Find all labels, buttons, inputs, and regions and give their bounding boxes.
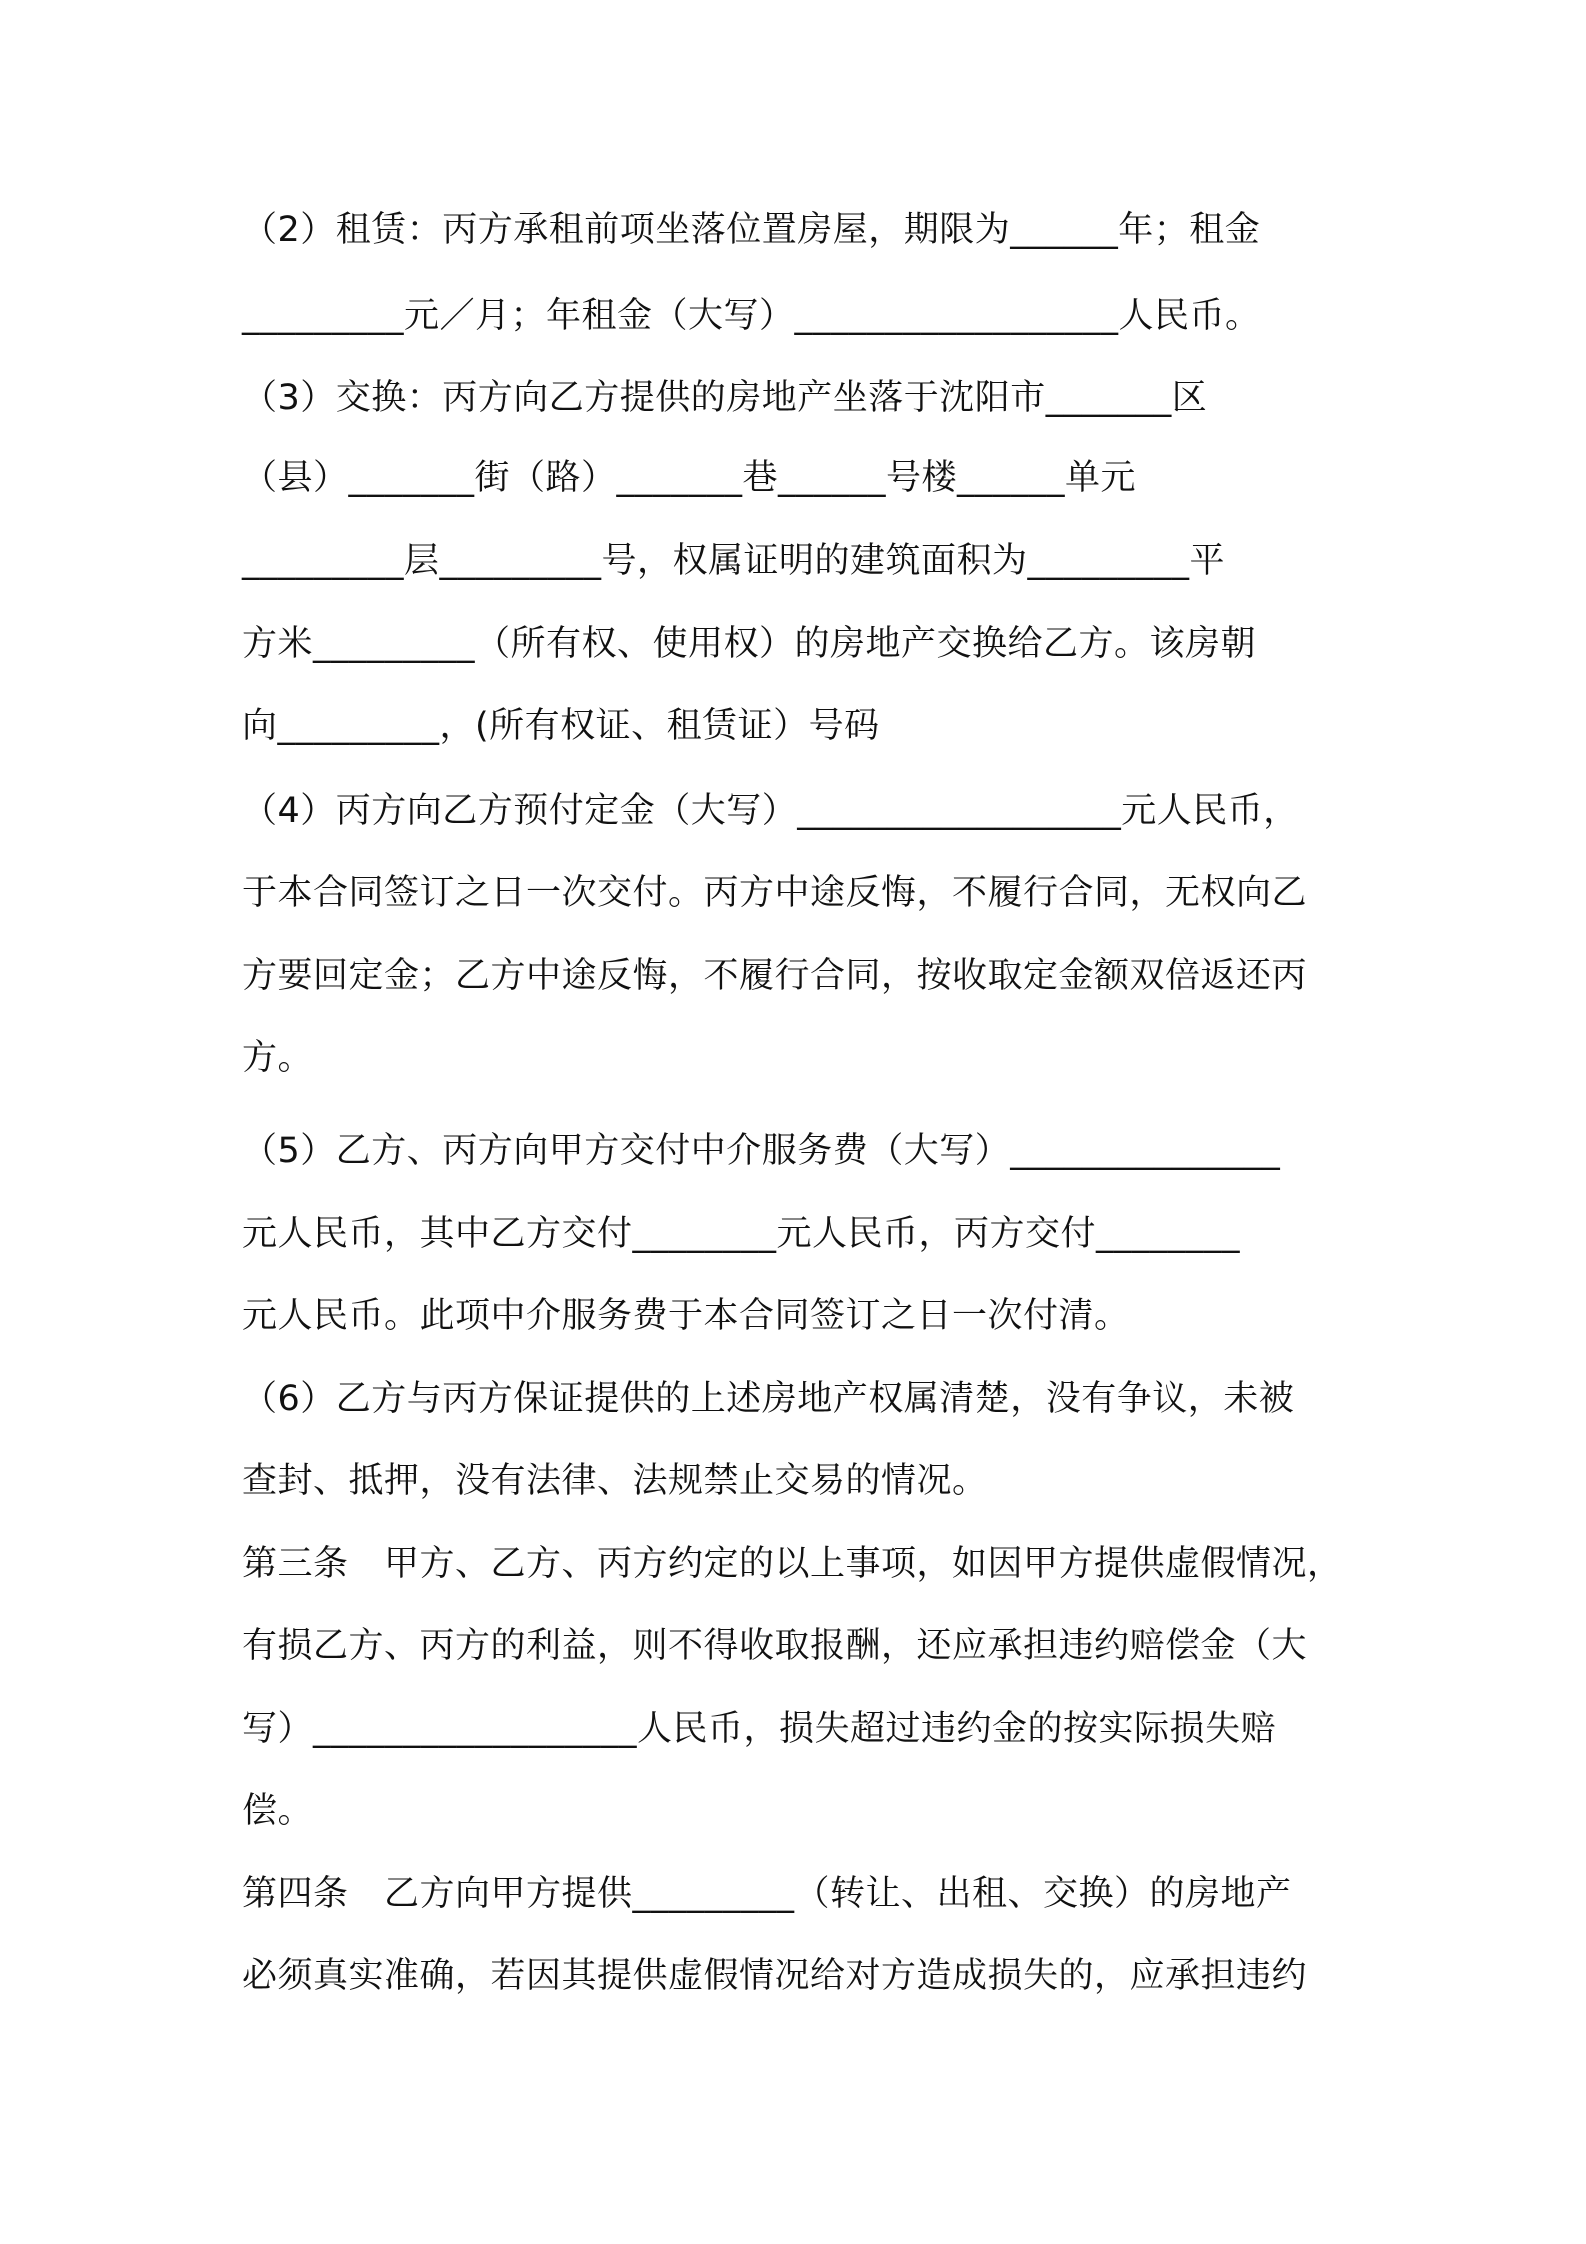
article-3-line-1: 第三条 甲方、乙方、丙方约定的以上事项，如因甲方提供虚假情况， (242, 1544, 1343, 1584)
clause-3-exchange-line-4: 方米_________（所有权、使用权）的房地产交换给乙方。该房朝 (242, 624, 1257, 664)
clause-2-lease-line-2: _________元／月；年租金（大写）__________________人民币。 (242, 296, 1261, 336)
clause-4-deposit-line-4: 方。 (242, 1038, 314, 1078)
clause-4-deposit-line-3: 方要回定金；乙方中途反悔，不履行合同，按收取定金额双倍返还丙 (242, 956, 1308, 996)
clause-3-exchange-line-1: （3）交换：丙方向乙方提供的房地产坐落于沈阳市_______区 (242, 378, 1208, 418)
clause-6-guarantee-line-2: 查封、抵押，没有法律、法规禁止交易的情况。 (242, 1461, 988, 1501)
article-3-line-3: 写）__________________人民币，损失超过违约金的按实际损失赔 (242, 1709, 1277, 1749)
clause-3-exchange-line-3: _________层_________号，权属证明的建筑面积为_________平 (242, 541, 1226, 581)
clause-5-fee-line-2: 元人民币，其中乙方交付________元人民币，丙方交付________ (242, 1214, 1241, 1254)
clause-3-exchange-line-5: 向_________，(所有权证、租赁证）号码 (242, 706, 880, 746)
clause-4-deposit-line-2: 于本合同签订之日一次交付。丙方中途反悔，不履行合同，无权向乙 (242, 873, 1308, 913)
article-4-line-1: 第四条 乙方向甲方提供_________（转让、出租、交换）的房地产 (242, 1874, 1292, 1914)
clause-3-exchange-line-2: （县）_______街（路）_______巷______号楼______单元 (242, 458, 1137, 498)
article-3-line-4: 偿。 (242, 1791, 314, 1831)
clause-5-fee-line-1: （5）乙方、丙方向甲方交付中介服务费（大写）_______________ (242, 1131, 1281, 1171)
clause-6-guarantee-line-1: （6）乙方与丙方保证提供的上述房地产权属清楚，没有争议，未被 (242, 1379, 1295, 1419)
article-3-line-2: 有损乙方、丙方的利益，则不得收取报酬，还应承担违约赔偿金（大 (242, 1626, 1308, 1666)
clause-2-lease-line-1: （2）租赁：丙方承租前项坐落位置房屋，期限为______年；租金 (242, 210, 1261, 250)
clause-5-fee-line-3: 元人民币。此项中介服务费于本合同签订之日一次付清。 (242, 1296, 1130, 1336)
clause-4-deposit-line-1: （4）丙方向乙方预付定金（大写）__________________元人民币， (242, 791, 1299, 831)
article-4-line-2: 必须真实准确，若因其提供虚假情况给对方造成损失的，应承担违约 (242, 1956, 1308, 1996)
